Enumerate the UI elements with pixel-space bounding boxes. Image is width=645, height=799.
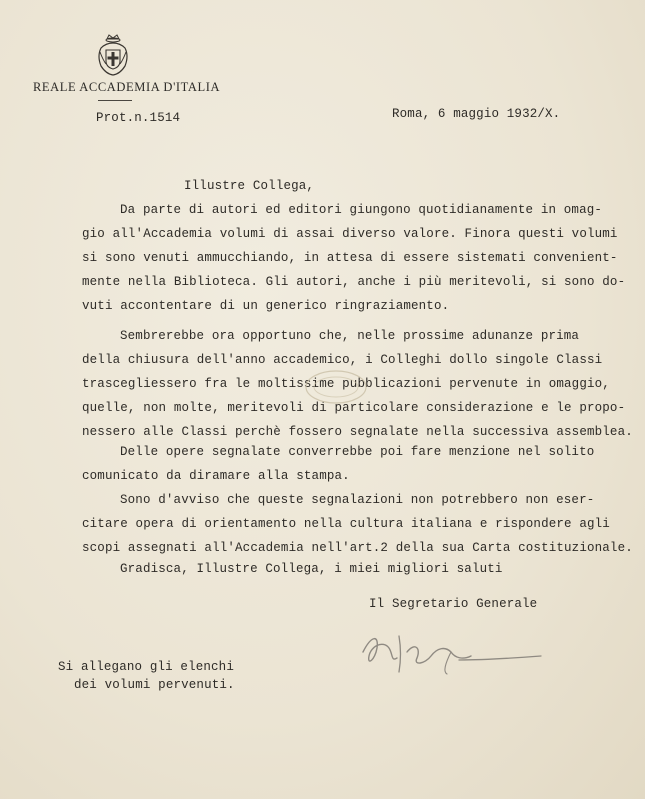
body-line: quelle, non molte, meritevoli di particolare considerazione e le propo- [82, 401, 626, 415]
body-line: citare opera di orientamento nella cultura italiana e rispondere agli [82, 517, 610, 531]
body-line: gio all'Accademia volumi di assai diverso valore. Finora questi volumi [82, 227, 618, 241]
enclosure-note: dei volumi pervenuti. [74, 678, 235, 692]
faint-stamp-icon [296, 362, 376, 412]
place-date: Roma, 6 maggio 1932/X. [392, 107, 561, 121]
body-line: Sembrerebbe ora opportuno che, nelle prossime adunanze prima [120, 329, 580, 343]
body-line: trascegliessero fra le moltissime pubblicazioni pervenute in omaggio, [82, 377, 610, 391]
handwritten-signature-icon [355, 618, 545, 680]
letterhead-rule [98, 100, 132, 101]
body-line: comunicato da diramare alla stampa. [82, 469, 350, 483]
body-line: Sono d'avviso che queste segnalazioni non potrebbero non eser- [120, 493, 595, 507]
body-line: mente nella Biblioteca. Gli autori, anche i più meritevoli, si sono do- [82, 275, 626, 289]
royal-coat-of-arms-icon [96, 34, 130, 76]
body-line: della chiusura dell'anno accademico, i Colleghi dollo singole Classi [82, 353, 603, 367]
protocol-number: Prot.n.1514 [96, 111, 181, 125]
signatory-title: Il Segretario Generale [369, 597, 538, 611]
body-line: vuti accontentare di un generico ringraziamento. [82, 299, 450, 313]
body-line: Delle opere segnalate converrebbe poi fare menzione nel solito [120, 445, 595, 459]
institution-name: REALE ACCADEMIA D'ITALIA [33, 80, 221, 94]
enclosure-note: Si allegano gli elenchi [58, 660, 234, 674]
body-line: si sono venuti ammucchiando, in attesa di essere sistemati convenient- [82, 251, 618, 265]
closing-line: Gradisca, Illustre Collega, i miei migliori saluti [120, 562, 503, 576]
salutation: Illustre Collega, [184, 179, 315, 193]
body-line: nessero alle Classi perchè fossero segnalate nella successiva assemblea. [82, 425, 633, 439]
body-line: scopi assegnati all'Accademia nell'art.2 della sua Carta costituzionale. [82, 541, 633, 555]
body-line: Da parte di autori ed editori giungono quotidianamente in omag- [120, 203, 603, 217]
